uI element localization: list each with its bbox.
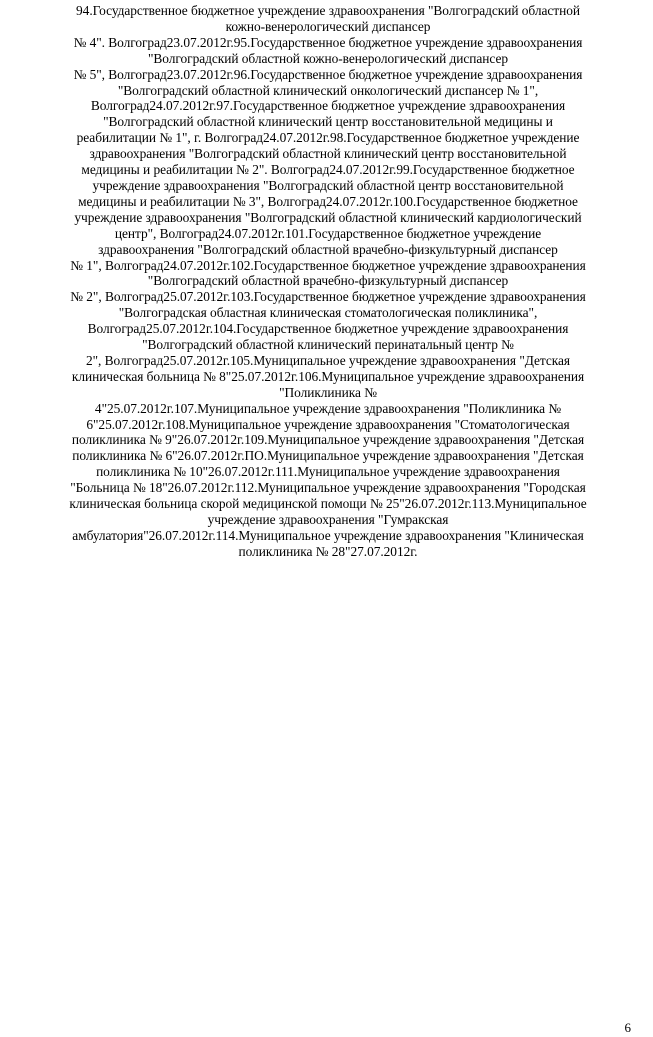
text-line: № 1", Волгоград24.07.2012г.102.Государственное бюджетное учреждение здравоохранения bbox=[70, 257, 586, 273]
text-line: медицины и реабилитации № 3", Волгоград24.07.2012г.100.Государственное бюджетное bbox=[78, 193, 578, 209]
text-line: поликлиника № 9"26.07.2012г.109.Муниципальное учреждение здравоохранения "Детская bbox=[71, 432, 585, 448]
page-number: 6 bbox=[624, 1020, 631, 1035]
text-line: № 2", Волгоград25.07.2012г.103.Государственное бюджетное учреждение здравоохранения bbox=[70, 289, 586, 305]
text-line: здравоохранения "Волгоградский областной врачебно-физкультурный диспансер bbox=[98, 241, 558, 257]
text-line: учреждение здравоохранения "Волгоградский областной клинический кардиологический bbox=[74, 209, 582, 225]
text-line: учреждение здравоохранения "Волгоградский областной центр восстановительной bbox=[92, 177, 564, 193]
text-line: Волгоград25.07.2012г.104.Государственное бюджетное учреждение здравоохранения bbox=[87, 321, 569, 337]
text-line: поликлиника № 6"26.07.2012г.ПО.Муниципальное учреждение здравоохранения "Детская bbox=[72, 448, 584, 464]
text-line: 4"25.07.2012г.107.Муниципальное учреждение здравоохранения "Поликлиника № bbox=[94, 400, 562, 416]
text-line: медицины и реабилитации № 2". Волгоград24.07.2012г.99.Государственное бюджетное bbox=[81, 162, 575, 178]
text-line: амбулатория"26.07.2012г.114.Муниципальное учреждение здравоохранения "Клиническая bbox=[72, 527, 584, 543]
text-line: "Больница № 18"26.07.2012г.112.Муниципальное учреждение здравоохранения "Городская bbox=[70, 480, 586, 496]
text-line: 94.Государственное бюджетное учреждение здравоохранения "Волгоградский областной bbox=[76, 3, 580, 18]
text-line: поликлиника № 10"26.07.2012г.111.Муниципальное учреждение здравоохранения bbox=[96, 464, 560, 480]
text-line: № 4". Волгоград23.07.2012г.95.Государственное бюджетное учреждение здравоохранения bbox=[73, 34, 583, 50]
text-line: "Волгоградский областной врачебно-физкультурный диспансер bbox=[147, 273, 509, 289]
text-line: клиническая больница № 8"25.07.2012г.106.Муниципальное учреждение здравоохранения bbox=[71, 368, 585, 384]
text-line: "Волгоградский областной кожно-венерологический диспансер bbox=[147, 50, 509, 66]
text-line: "Волгоградская областная клиническая стоматологическая поликлиника", bbox=[118, 305, 538, 321]
text-line: № 5", Волгоград23.07.2012г.96.Государственное бюджетное учреждение здравоохранения bbox=[73, 66, 583, 82]
text-line: учреждение здравоохранения "Гумракская bbox=[207, 512, 449, 527]
text-line: кожно-венерологический диспансер bbox=[225, 18, 431, 34]
text-line: "Волгоградский областной клинический перинатальный центр № bbox=[142, 337, 514, 353]
text-line: реабилитации № 1", г. Волгоград24.07.2012г.98.Государственное бюджетное учреждение bbox=[76, 130, 580, 146]
text-line: центр", Волгоград24.07.2012г.101.Государственное бюджетное учреждение bbox=[114, 225, 542, 241]
text-line: Волгоград24.07.2012г.97.Государственное бюджетное учреждение здравоохранения bbox=[90, 98, 566, 114]
text-line: клиническая больница скорой медицинской помощи № 25"26.07.2012г.113.Муниципальное bbox=[69, 496, 587, 512]
text-line: "Волгоградский областной клинический центр восстановительной медицины и bbox=[103, 114, 553, 130]
text-line: 2", Волгоград25.07.2012г.105.Муниципальное учреждение здравоохранения "Детская bbox=[85, 352, 570, 368]
text-line: "Поликлиника № bbox=[279, 384, 377, 400]
text-line: "Волгоградский областной клинический онкологический диспансер № 1", bbox=[117, 82, 539, 98]
text-line: поликлиника № 28"27.07.2012г. bbox=[238, 543, 418, 559]
document-body-text bbox=[14, 3, 642, 560]
text-line: 6"25.07.2012г.108.Муниципальное учреждение здравоохранения "Стоматологическая bbox=[86, 416, 570, 432]
text-line: здравоохранения "Волгоградский областной клинический центр восстановительной bbox=[89, 146, 567, 162]
